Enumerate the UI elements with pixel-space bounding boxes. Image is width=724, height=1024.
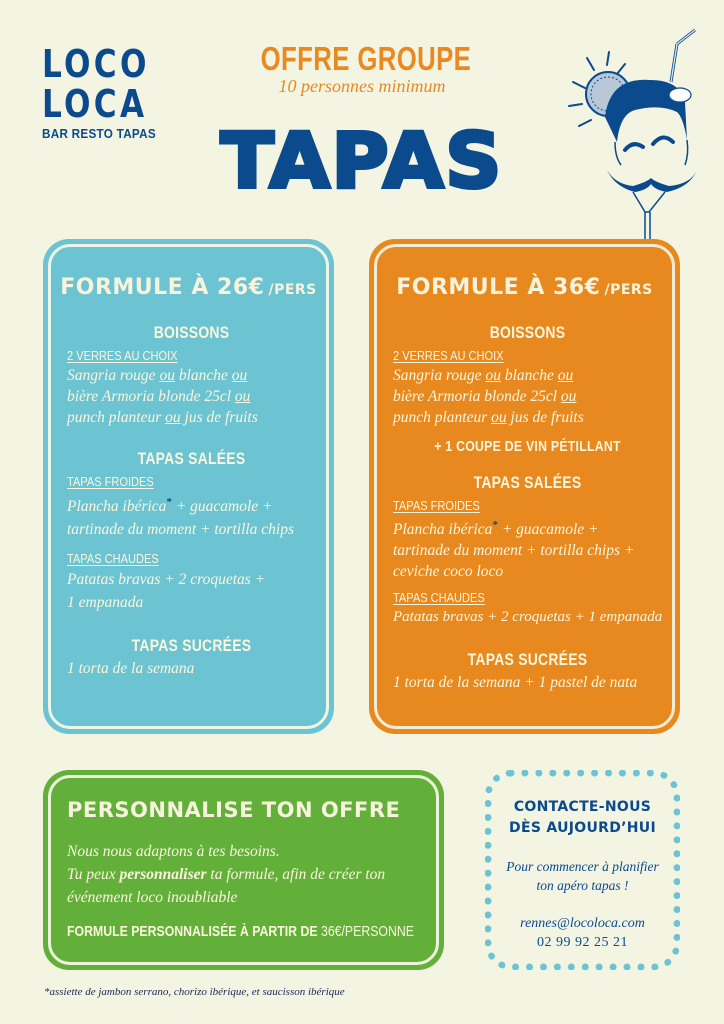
tapas-salees-heading: TAPAS SALÉES [473,473,582,492]
froides-rest: + guacamole + tartinade du moment + tortilla chips [67,498,295,539]
formule-26-title [51,275,326,300]
line2-bold: personnaliser [119,866,207,883]
drink-blanche: blanche [500,367,558,384]
offer-header [232,40,492,97]
logo-line-loca: LOCA [42,82,148,126]
contact-email-link[interactable]: rennes@locoloca.com [520,916,645,931]
offer-subtitle: 10 personnes minimum [278,76,446,96]
line2-end: ta formule, afin de créer ton événement loco inoubliable [67,866,386,906]
brand-logo [42,42,156,141]
or-word: ou [159,367,175,384]
contact-phone-link[interactable]: 02 99 92 25 21 [537,935,628,950]
contact-title-line2: DÈS AUJOURD’HUI [509,820,656,836]
tapas-froides-label: TAPAS FROIDES [67,474,154,489]
boissons-list [67,365,316,428]
drink-sangria: Sangria rouge [67,367,160,384]
contact-text-line1: Pour commencer à planifier [506,859,659,874]
footnote-star: * [166,496,172,508]
drink-sangria: Sangria rouge [393,367,486,384]
or-word: ou [491,409,507,426]
plancha-iberica: Plancha ibérica [393,521,493,539]
personnalise-price [67,923,414,940]
or-word: ou [165,409,181,426]
formule-36-price: FORMULE À 36€ [396,275,601,300]
offer-title: OFFRE GROUPE [260,40,472,77]
tapas-salees-heading: TAPAS SALÉES [137,449,246,468]
tapas-froides-list [393,515,662,582]
drink-jus: jus de fruits [180,409,258,426]
formule-36-card [369,239,680,734]
or-word: ou [234,388,251,405]
formule-26-price: FORMULE À 26€ [60,275,265,300]
contact-box [485,770,680,970]
drink-blanche: blanche [174,367,232,384]
line2-start: Tu peux [67,866,120,883]
footnote-star: * [492,519,498,531]
per-person-label: /PERS [604,282,653,298]
tapas-froides-list [67,491,316,541]
logo-line-loco: LOCO [42,42,150,86]
formule-26-card [43,239,334,734]
tapas-sucrees-list: 1 torta de la semana + 1 pastel de nata [393,674,638,692]
or-word: ou [485,367,501,384]
tapas-sucrees-heading: TAPAS SUCRÉES [467,650,588,670]
drink-punch: punch planteur [393,409,492,426]
personnalise-title: PERSONNALISE TON OFFRE [67,798,401,822]
verres-subheading: 2 VERRES AU CHOIX [67,348,178,363]
personnalise-card [43,770,444,970]
contact-text [492,857,673,895]
formule-36-title [377,275,672,300]
price-label: FORMULE PERSONNALISÉE À PARTIR DE [67,923,321,940]
tapas-sucrees-heading: TAPAS SUCRÉES [131,636,252,656]
froides-rest: + guacamole + tartinade du moment + tortilla chips + ceviche coco loco [393,521,635,581]
formule-36-content [393,323,662,693]
personnalise-line2 [67,863,424,909]
contact-title [492,797,673,839]
drink-biere: bière Armoria blonde 25cl [67,388,235,405]
per-person-label: /PERS [268,282,317,298]
or-word: ou [560,388,577,405]
boissons-heading: BOISSONS [153,323,230,342]
boissons-list [393,365,662,428]
personnalise-line1: Nous nous adaptons à tes besoins. [67,843,280,860]
plancha-iberica: Plancha ibérica [67,498,167,516]
drink-jus: jus de fruits [506,409,584,426]
logo-tagline: BAR RESTO TAPAS [42,126,156,141]
personnalise-body [67,840,424,909]
vin-petillant-extra: + 1 COUPE DE VIN PÉTILLANT [434,438,621,455]
price-value: 36€/PERSONNE [320,923,414,940]
tapas-chaudes-list: Patatas bravas + 2 croquetas + 1 empanada [67,571,266,612]
drink-punch: punch planteur [67,409,166,426]
boissons-heading: BOISSONS [489,323,566,342]
footnote: *assiette de jambon serrano, chorizo ibérique, et saucisson ibérique [44,986,345,998]
tapas-sucrees-list: 1 torta de la semana [67,660,195,678]
tapas-chaudes-list: Patatas bravas + 2 croquetas + 1 empanada [393,609,663,626]
contact-title-line1: CONTACTE-NOUS [513,799,652,815]
or-word: ou [557,367,574,384]
page-title: TAPAS [220,116,504,205]
tapas-froides-label: TAPAS FROIDES [393,498,480,513]
contact-text-line2: ton apéro tapas ! [536,878,629,893]
or-word: ou [231,367,248,384]
drink-biere: bière Armoria blonde 25cl [393,388,561,405]
tapas-chaudes-label: TAPAS CHAUDES [67,551,159,567]
tapas-chaudes-label: TAPAS CHAUDES [393,590,485,606]
verres-subheading: 2 VERRES AU CHOIX [393,348,504,363]
formule-26-content [67,323,316,679]
